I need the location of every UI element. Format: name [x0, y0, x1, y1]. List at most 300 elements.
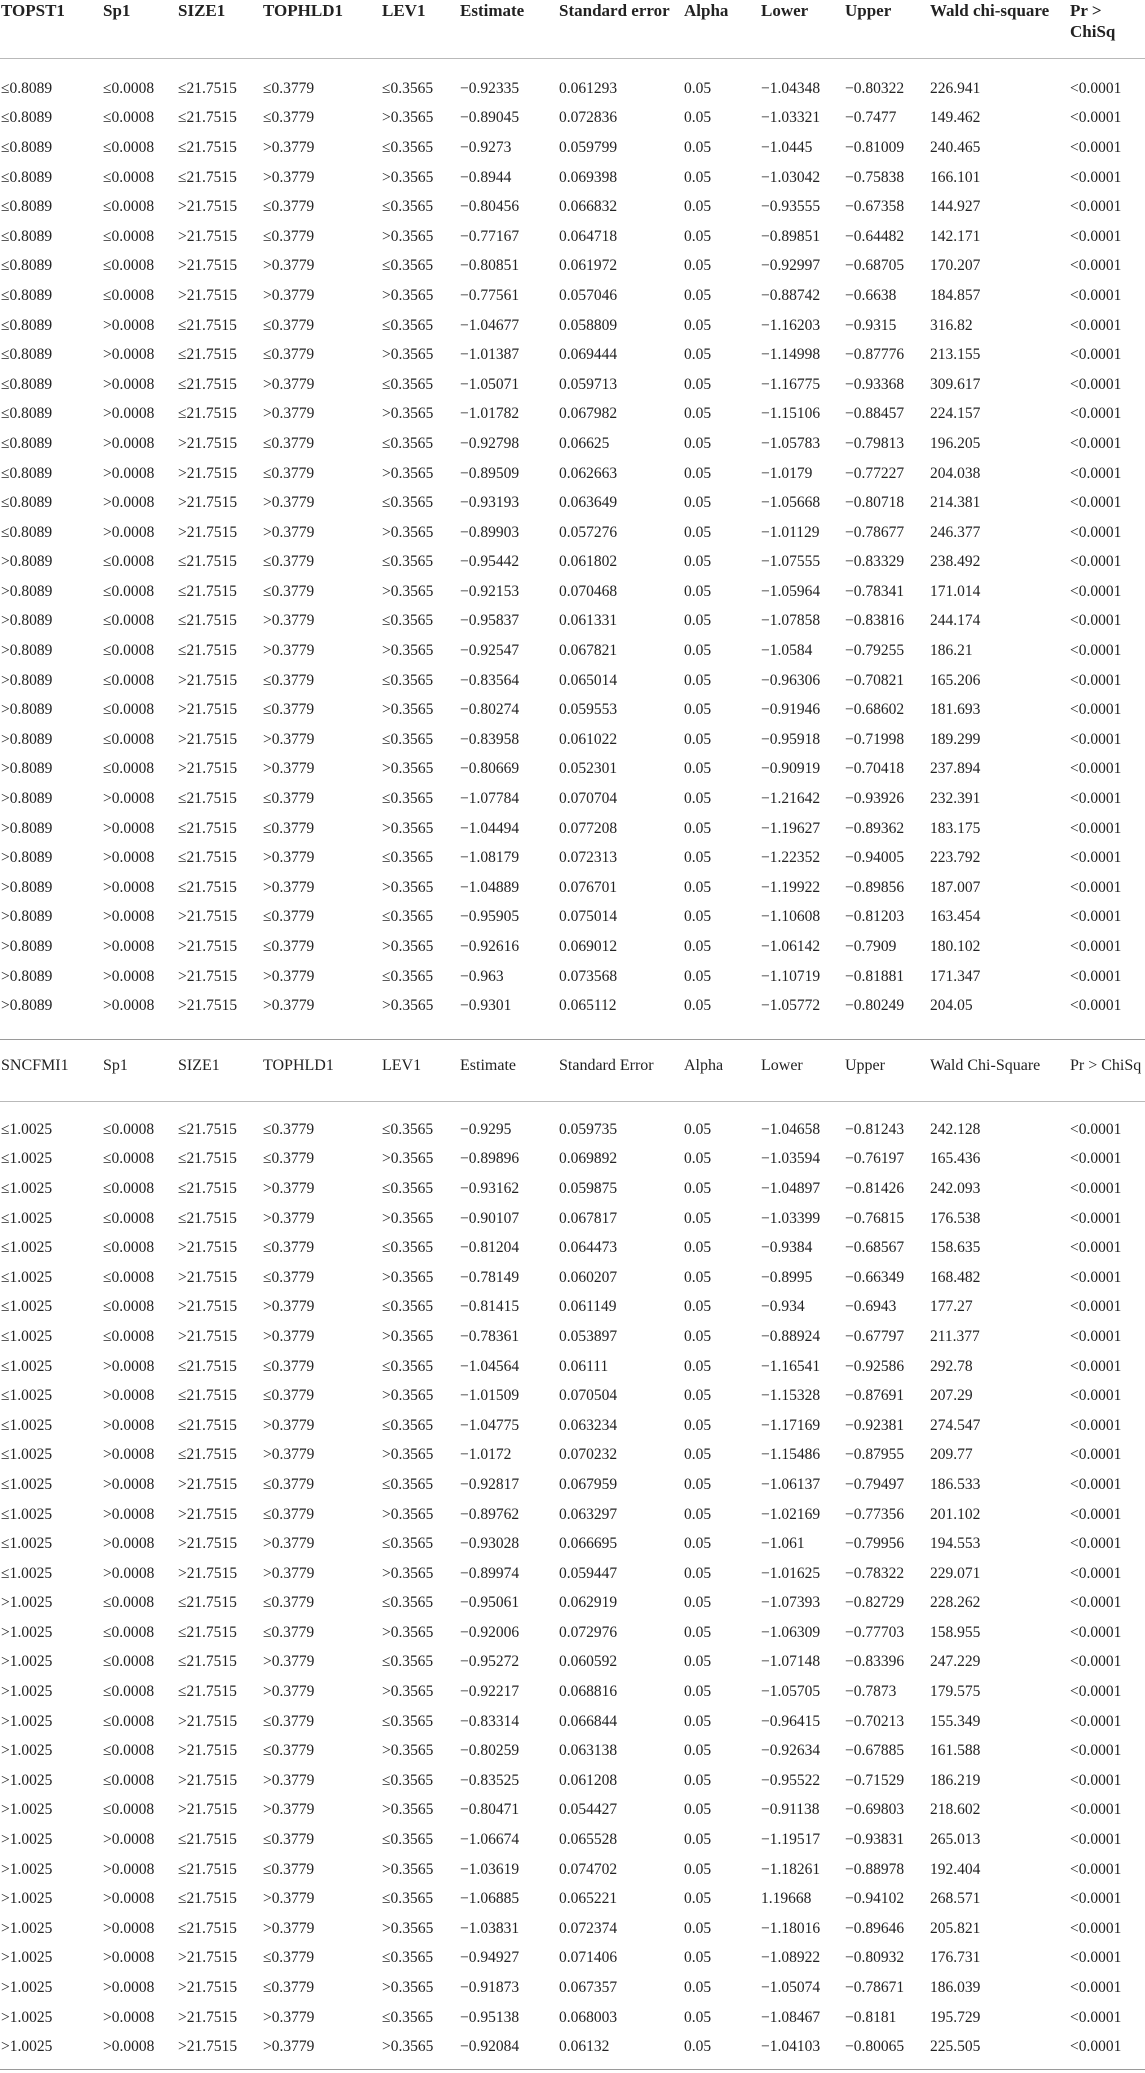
- table-cell: −0.89362: [845, 819, 905, 837]
- table-cell: >0.0008: [103, 1860, 155, 1878]
- table-cell: 0.066832: [559, 198, 618, 216]
- table-cell: ≤0.0008: [103, 286, 155, 304]
- table-cell: 0.05: [684, 1387, 712, 1405]
- table-cell: >0.3779: [263, 286, 315, 304]
- table-cell: −0.80249: [845, 997, 905, 1015]
- table-cell: 0.06132: [559, 2038, 610, 2056]
- table-cell: −0.93162: [460, 1179, 520, 1197]
- table-cell: >1.0025: [1, 1623, 53, 1641]
- table-cell: 237.894: [930, 760, 981, 778]
- table-cell: 0.067959: [559, 1475, 618, 1493]
- table-cell: −0.81415: [460, 1298, 520, 1316]
- table-cell: ≤0.8089: [1, 138, 53, 156]
- table-cell: ≤0.0008: [103, 1594, 155, 1612]
- table-row: [0, 192, 1145, 222]
- table-cell: ≤1.0025: [1, 1416, 53, 1434]
- table-row: [0, 459, 1145, 489]
- table-cell: 0.05: [684, 1949, 712, 1967]
- table1-body: [0, 74, 1145, 1021]
- column-header: SNCFMI1: [1, 1057, 69, 1074]
- table-cell: ≤0.3779: [263, 109, 315, 127]
- table-cell: ≤21.7515: [178, 375, 237, 393]
- table-cell: <0.0001: [1070, 1120, 1122, 1138]
- table-row: [0, 1441, 1145, 1471]
- table-cell: >0.8089: [1, 878, 53, 896]
- table-cell: −0.92153: [460, 582, 520, 600]
- table-cell: >0.3779: [263, 849, 315, 867]
- table-cell: >0.8089: [1, 790, 53, 808]
- table-cell: >0.0008: [103, 464, 155, 482]
- column-header: TOPHLD1: [263, 1, 343, 20]
- table-cell: 0.05: [684, 1890, 712, 1908]
- table-cell: 0.05: [684, 790, 712, 808]
- table1-bottom-rule: [0, 1039, 1145, 1040]
- table-cell: 0.052301: [559, 760, 618, 778]
- table-cell: 0.061972: [559, 257, 618, 275]
- table-cell: ≤0.0008: [103, 1298, 155, 1316]
- table-cell: ≤0.3565: [382, 967, 434, 985]
- table-cell: <0.0001: [1070, 553, 1122, 571]
- table-cell: 168.482: [930, 1268, 981, 1286]
- table-cell: −0.92634: [761, 1742, 821, 1760]
- table-cell: <0.0001: [1070, 405, 1122, 423]
- table-cell: >0.3779: [263, 967, 315, 985]
- table-cell: 149.462: [930, 109, 981, 127]
- table-cell: 229.071: [930, 1564, 981, 1582]
- table-cell: ≤0.3565: [382, 494, 434, 512]
- table-cell: <0.0001: [1070, 1475, 1122, 1493]
- table-cell: ≤21.7515: [178, 582, 237, 600]
- table-cell: −1.10608: [761, 908, 821, 926]
- table-cell: <0.0001: [1070, 523, 1122, 541]
- table-cell: ≤0.3565: [382, 1712, 434, 1730]
- table-cell: 171.347: [930, 967, 981, 985]
- table-cell: −0.76197: [845, 1150, 905, 1168]
- table-cell: 0.060592: [559, 1653, 618, 1671]
- table-cell: −0.82729: [845, 1594, 905, 1612]
- table-cell: ≤0.3565: [382, 79, 434, 97]
- table-cell: 0.057046: [559, 286, 618, 304]
- table-cell: >0.0008: [103, 1535, 155, 1553]
- table-cell: >0.0008: [103, 2008, 155, 2026]
- table-cell: ≤0.0008: [103, 1120, 155, 1138]
- table-row: [0, 1145, 1145, 1175]
- table-cell: ≤0.0008: [103, 582, 155, 600]
- table-cell: >0.0008: [103, 997, 155, 1015]
- column-header: Sp1: [103, 1057, 128, 1074]
- table-cell: <0.0001: [1070, 198, 1122, 216]
- table-cell: −0.89509: [460, 464, 520, 482]
- table-cell: −1.08467: [761, 2008, 821, 2026]
- table-cell: 189.299: [930, 730, 981, 748]
- table-cell: ≤0.8089: [1, 227, 53, 245]
- table-cell: 0.05: [684, 1831, 712, 1849]
- table-cell: −1.01782: [460, 405, 520, 423]
- table-cell: >21.7515: [178, 1979, 238, 1997]
- table-cell: ≤0.3565: [382, 1831, 434, 1849]
- table-cell: 184.857: [930, 286, 981, 304]
- table-cell: ≤0.3779: [263, 938, 315, 956]
- table-cell: 0.05: [684, 582, 712, 600]
- table-cell: ≤0.3779: [263, 1623, 315, 1641]
- table-cell: ≤0.8089: [1, 434, 53, 452]
- table-cell: >21.7515: [178, 2008, 238, 2026]
- table1-header-row: [0, 0, 1145, 42]
- table-cell: ≤0.3779: [263, 346, 315, 364]
- table-cell: ≤0.0008: [103, 730, 155, 748]
- table-cell: >0.0008: [103, 405, 155, 423]
- table-cell: >0.0008: [103, 878, 155, 896]
- table-cell: −1.04775: [460, 1416, 520, 1434]
- column-header: Pr > ChiSq: [1070, 1, 1116, 41]
- table-cell: −0.78671: [845, 1979, 905, 1997]
- table-cell: >0.3779: [263, 1771, 315, 1789]
- table-cell: >1.0025: [1, 1949, 53, 1967]
- table-cell: ≤1.0025: [1, 1268, 53, 1286]
- table-cell: −0.78149: [460, 1268, 520, 1286]
- table-row: [0, 222, 1145, 252]
- table-cell: >21.7515: [178, 1268, 238, 1286]
- table-cell: 165.436: [930, 1150, 981, 1168]
- table-cell: 0.054427: [559, 1801, 618, 1819]
- table-cell: ≤0.0008: [103, 79, 155, 97]
- table-cell: 265.013: [930, 1831, 981, 1849]
- table-cell: <0.0001: [1070, 1712, 1122, 1730]
- table-cell: ≤0.3565: [382, 1535, 434, 1553]
- table-cell: ≤21.7515: [178, 1594, 237, 1612]
- table-cell: 186.21: [930, 642, 973, 660]
- table-cell: −0.6943: [845, 1298, 897, 1316]
- table-row: [0, 1500, 1145, 1530]
- table-cell: >0.0008: [103, 819, 155, 837]
- table-cell: ≤1.0025: [1, 1179, 53, 1197]
- table-cell: 213.155: [930, 346, 981, 364]
- table-cell: −0.81243: [845, 1120, 905, 1138]
- table-cell: −0.83564: [460, 671, 520, 689]
- table-cell: 0.067821: [559, 642, 618, 660]
- column-header: LEV1: [382, 1057, 422, 1074]
- column-header: Upper: [845, 1057, 885, 1074]
- table-cell: <0.0001: [1070, 464, 1122, 482]
- table-cell: >0.3565: [382, 1209, 434, 1227]
- table-cell: <0.0001: [1070, 1653, 1122, 1671]
- table-cell: 0.072976: [559, 1623, 618, 1641]
- table-cell: 0.061149: [559, 1298, 617, 1316]
- table-cell: −0.92817: [460, 1475, 520, 1493]
- table-cell: −0.83396: [845, 1653, 905, 1671]
- table-row: [0, 755, 1145, 785]
- table-cell: >0.3779: [263, 642, 315, 660]
- table-cell: 232.391: [930, 790, 981, 808]
- table-row: [0, 695, 1145, 725]
- table-cell: <0.0001: [1070, 1564, 1122, 1582]
- table-cell: 0.05: [684, 1535, 712, 1553]
- table-cell: −0.80851: [460, 257, 520, 275]
- table-cell: −1.06137: [761, 1475, 821, 1493]
- table-cell: −0.93193: [460, 494, 520, 512]
- table-cell: >0.0008: [103, 434, 155, 452]
- table-cell: >0.0008: [103, 2038, 155, 2056]
- table-cell: 0.05: [684, 109, 712, 127]
- table-row: [0, 843, 1145, 873]
- table-cell: >0.0008: [103, 1919, 155, 1937]
- table-cell: >21.7515: [178, 523, 238, 541]
- table-cell: >0.3565: [382, 701, 434, 719]
- table-cell: −0.66349: [845, 1268, 905, 1286]
- table-cell: >0.3565: [382, 760, 434, 778]
- table-cell: 0.059713: [559, 375, 618, 393]
- table-cell: 204.05: [930, 997, 973, 1015]
- table-cell: 181.693: [930, 701, 981, 719]
- table-cell: −0.92084: [460, 2038, 520, 2056]
- table-row: [0, 370, 1145, 400]
- table-cell: >21.7515: [178, 760, 238, 778]
- table-cell: −0.92616: [460, 938, 520, 956]
- table-row: [0, 1470, 1145, 1500]
- table-cell: 176.731: [930, 1949, 981, 1967]
- table-cell: 0.05: [684, 523, 712, 541]
- table-cell: ≤0.3779: [263, 1949, 315, 1967]
- table-cell: ≤0.8089: [1, 257, 53, 275]
- table-cell: <0.0001: [1070, 671, 1122, 689]
- table-cell: >0.3565: [382, 1387, 434, 1405]
- table-row: [0, 1973, 1145, 2003]
- table-cell: ≤0.0008: [103, 257, 155, 275]
- table-cell: −1.01129: [761, 523, 820, 541]
- table-cell: −0.68602: [845, 701, 905, 719]
- table-cell: >21.7515: [178, 2038, 238, 2056]
- table-cell: −1.06885: [460, 1890, 520, 1908]
- table-cell: ≤0.3779: [263, 227, 315, 245]
- table-cell: 0.05: [684, 1150, 712, 1168]
- table-cell: −0.89896: [460, 1150, 520, 1168]
- table-cell: >1.0025: [1, 1860, 53, 1878]
- table-cell: −0.96415: [761, 1712, 821, 1730]
- table-cell: 0.065112: [559, 997, 617, 1015]
- table-cell: <0.0001: [1070, 1446, 1122, 1464]
- table-cell: −0.79813: [845, 434, 905, 452]
- table-cell: −0.81204: [460, 1239, 520, 1257]
- table-cell: >1.0025: [1, 1801, 53, 1819]
- table-cell: ≤0.8089: [1, 286, 53, 304]
- table-cell: 0.05: [684, 346, 712, 364]
- table-cell: 0.072374: [559, 1919, 618, 1937]
- table-cell: >1.0025: [1, 1594, 53, 1612]
- table-row: [0, 814, 1145, 844]
- table-cell: >0.0008: [103, 790, 155, 808]
- table-cell: >21.7515: [178, 1239, 238, 1257]
- table-cell: >0.3779: [263, 257, 315, 275]
- table-cell: 155.349: [930, 1712, 981, 1730]
- table-cell: >0.3779: [263, 1446, 315, 1464]
- table-cell: <0.0001: [1070, 997, 1122, 1015]
- table-cell: <0.0001: [1070, 612, 1122, 630]
- table-cell: ≤0.0008: [103, 1623, 155, 1641]
- table-cell: >0.3565: [382, 2038, 434, 2056]
- table-cell: >0.3565: [382, 1919, 434, 1937]
- table-cell: ≤0.3565: [382, 908, 434, 926]
- table-cell: <0.0001: [1070, 1179, 1122, 1197]
- column-header: Sp1: [103, 1, 131, 20]
- table-cell: −0.78677: [845, 523, 905, 541]
- table-cell: <0.0001: [1070, 701, 1122, 719]
- table-cell: ≤0.3779: [263, 316, 315, 334]
- table-cell: 0.070468: [559, 582, 618, 600]
- table-cell: −0.93028: [460, 1535, 520, 1553]
- table-cell: >0.3779: [263, 1327, 315, 1345]
- table-cell: >21.7515: [178, 671, 238, 689]
- table-cell: 0.05: [684, 1919, 712, 1937]
- table-cell: 0.05: [684, 257, 712, 275]
- table-cell: 0.05: [684, 878, 712, 896]
- table-cell: 242.128: [930, 1120, 981, 1138]
- table-cell: 0.065221: [559, 1890, 618, 1908]
- table-cell: ≤0.8089: [1, 316, 53, 334]
- table-cell: >0.3779: [263, 1919, 315, 1937]
- table-cell: −0.94005: [845, 849, 905, 867]
- table-cell: 246.377: [930, 523, 981, 541]
- table-row: [0, 1381, 1145, 1411]
- table-cell: >0.3779: [263, 730, 315, 748]
- table1-header-rule: [0, 58, 1145, 59]
- table-cell: >0.8089: [1, 671, 53, 689]
- table-cell: −0.80259: [460, 1742, 520, 1760]
- column-header: Lower: [761, 1, 809, 20]
- table-cell: 0.05: [684, 1683, 712, 1701]
- table-cell: −0.79497: [845, 1475, 905, 1493]
- table-cell: −0.88457: [845, 405, 905, 423]
- table-row: [0, 1115, 1145, 1145]
- table-cell: 0.05: [684, 405, 712, 423]
- table-cell: ≤1.0025: [1, 1535, 53, 1553]
- table-cell: −1.14998: [761, 346, 821, 364]
- table-cell: −0.95138: [460, 2008, 520, 2026]
- table-cell: −1.10719: [761, 967, 821, 985]
- table-cell: ≤0.3565: [382, 1357, 434, 1375]
- table-cell: −1.08179: [460, 849, 520, 867]
- table-cell: 0.069892: [559, 1150, 618, 1168]
- table-cell: −0.95442: [460, 553, 520, 571]
- table-cell: ≤0.3565: [382, 257, 434, 275]
- table-cell: 211.377: [930, 1327, 980, 1345]
- table-cell: <0.0001: [1070, 582, 1122, 600]
- table-cell: −0.89856: [845, 878, 905, 896]
- table-cell: −0.9301: [460, 997, 512, 1015]
- table-cell: >0.3565: [382, 286, 434, 304]
- table-cell: ≤21.7515: [178, 1446, 237, 1464]
- table-cell: ≤0.3565: [382, 1890, 434, 1908]
- column-header: LEV1: [382, 1, 426, 20]
- table-cell: ≤21.7515: [178, 553, 237, 571]
- table-cell: 0.05: [684, 375, 712, 393]
- table-cell: 0.068003: [559, 2008, 618, 2026]
- table-cell: ≤0.0008: [103, 701, 155, 719]
- table-cell: −0.93368: [845, 375, 905, 393]
- table-cell: 0.061208: [559, 1771, 618, 1789]
- table-cell: ≤0.3779: [263, 1387, 315, 1405]
- table-cell: −0.81203: [845, 908, 905, 926]
- table-cell: ≤21.7515: [178, 1179, 237, 1197]
- table-cell: −0.67358: [845, 198, 905, 216]
- table-cell: 186.219: [930, 1771, 981, 1789]
- table-cell: ≤0.3565: [382, 1475, 434, 1493]
- table-cell: −0.87691: [845, 1387, 905, 1405]
- table-cell: >0.3779: [263, 1683, 315, 1701]
- table-cell: 186.039: [930, 1979, 981, 1997]
- table-cell: −0.7477: [845, 109, 897, 127]
- table-cell: 142.171: [930, 227, 981, 245]
- table-cell: ≤0.0008: [103, 671, 155, 689]
- table-cell: −0.92006: [460, 1623, 520, 1641]
- table-cell: ≤0.8089: [1, 375, 53, 393]
- table-cell: <0.0001: [1070, 1416, 1122, 1434]
- table-cell: ≤0.3565: [382, 1239, 434, 1257]
- table-cell: >21.7515: [178, 997, 238, 1015]
- table-cell: ≤0.0008: [103, 1712, 155, 1730]
- table-cell: >0.3779: [263, 1298, 315, 1316]
- table-row: [0, 74, 1145, 104]
- table-cell: ≤1.0025: [1, 1505, 53, 1523]
- table-cell: >0.0008: [103, 1505, 155, 1523]
- table-cell: −1.0172: [460, 1446, 512, 1464]
- table-cell: 0.05: [684, 642, 712, 660]
- table-cell: >0.3779: [263, 1179, 315, 1197]
- table-cell: −0.80718: [845, 494, 905, 512]
- table-cell: ≤0.3565: [382, 1298, 434, 1316]
- table-cell: >0.0008: [103, 967, 155, 985]
- table-cell: 0.05: [684, 1860, 712, 1878]
- table-cell: −1.15486: [761, 1446, 821, 1464]
- table-cell: −0.90107: [460, 1209, 520, 1227]
- table-cell: ≤0.3565: [382, 2008, 434, 2026]
- table-cell: ≤0.3779: [263, 464, 315, 482]
- table-cell: −0.78322: [845, 1564, 905, 1582]
- table-row: [0, 1529, 1145, 1559]
- table-row: [0, 2003, 1145, 2033]
- table-cell: 0.070504: [559, 1387, 618, 1405]
- table-cell: 274.547: [930, 1416, 981, 1434]
- table-cell: ≤0.3565: [382, 1653, 434, 1671]
- table-cell: ≤21.7515: [178, 138, 237, 156]
- table-cell: >0.0008: [103, 1357, 155, 1375]
- table-cell: >0.3779: [263, 523, 315, 541]
- table-cell: >0.3779: [263, 997, 315, 1015]
- table-cell: >0.0008: [103, 1979, 155, 1997]
- table-cell: >0.3779: [263, 878, 315, 896]
- table-cell: 0.072836: [559, 109, 618, 127]
- table-cell: <0.0001: [1070, 1801, 1122, 1819]
- table-cell: 223.792: [930, 849, 981, 867]
- table-cell: 0.067817: [559, 1209, 618, 1227]
- table-cell: >0.3779: [263, 2008, 315, 2026]
- table-cell: >0.3565: [382, 109, 434, 127]
- table-cell: >0.8089: [1, 760, 53, 778]
- table-cell: 0.061802: [559, 553, 618, 571]
- table-cell: −0.77227: [845, 464, 905, 482]
- table-cell: <0.0001: [1070, 1387, 1122, 1405]
- table-cell: −0.64482: [845, 227, 905, 245]
- table-cell: >0.0008: [103, 849, 155, 867]
- table-cell: <0.0001: [1070, 346, 1122, 364]
- table-cell: 0.05: [684, 1712, 712, 1730]
- table-cell: ≤0.3779: [263, 1594, 315, 1612]
- table-cell: >0.0008: [103, 1890, 155, 1908]
- table-cell: −1.04103: [761, 2038, 821, 2056]
- table-cell: >21.7515: [178, 257, 238, 275]
- table-cell: 244.174: [930, 612, 981, 630]
- table-cell: 171.014: [930, 582, 981, 600]
- table-cell: <0.0001: [1070, 819, 1122, 837]
